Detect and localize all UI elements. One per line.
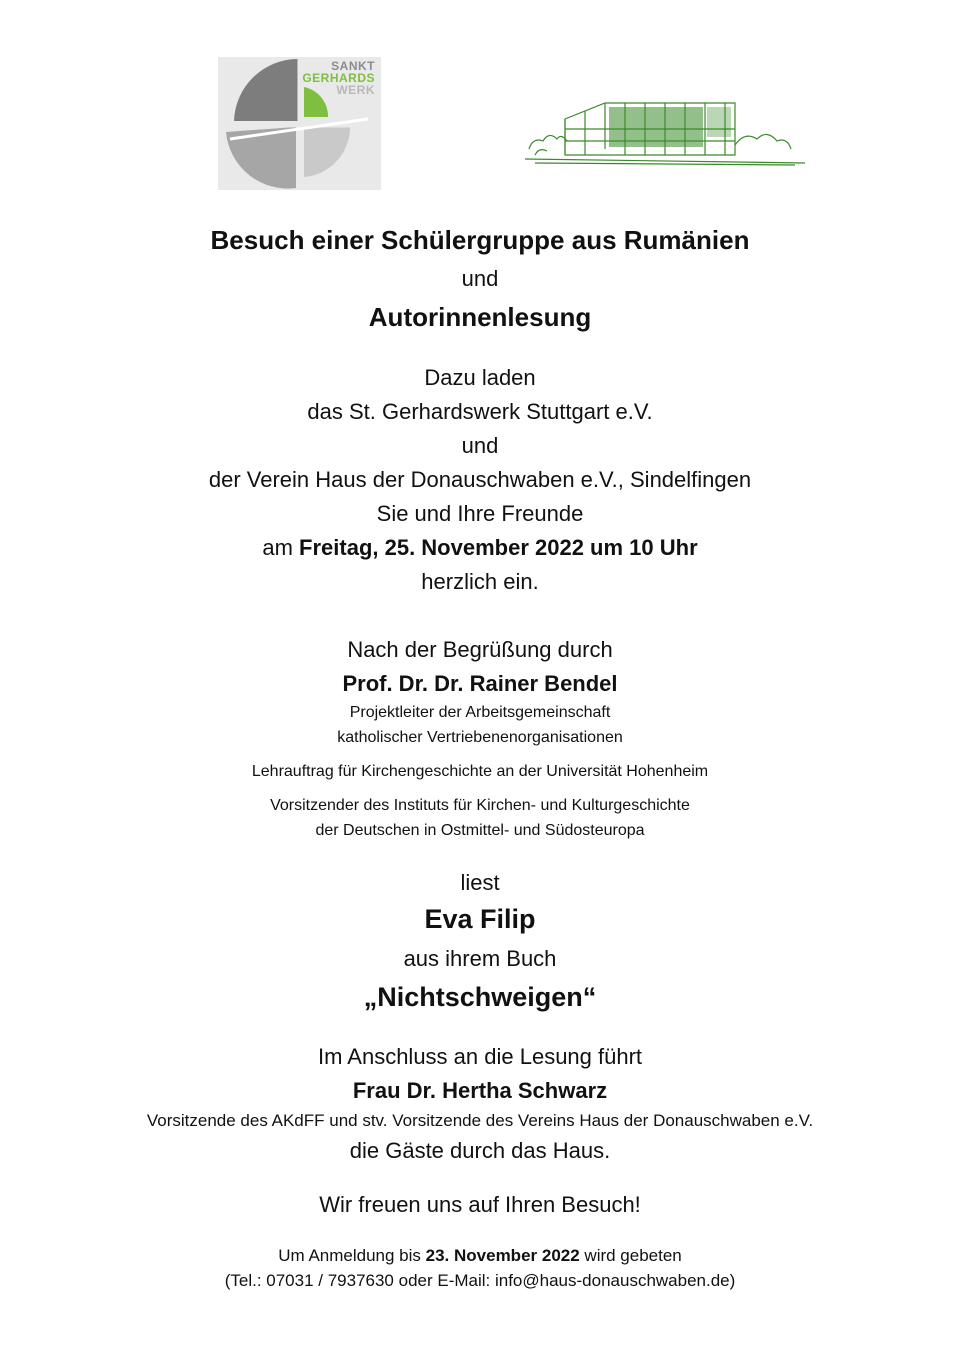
speaker-role-3b: der Deutschen in Ostmittel- und Südosteuropa xyxy=(315,822,645,839)
tour-outro: die Gäste durch das Haus. xyxy=(349,1138,611,1163)
invite-line-5: Sie und Ihre Freunde xyxy=(376,501,584,526)
date-prefix: am xyxy=(262,535,300,560)
book-title: „Nichtschweigen“ xyxy=(363,982,597,1012)
invite-line-4: der Verein Haus der Donauschwaben e.V., Sindelfingen xyxy=(208,467,752,492)
event-date-line xyxy=(0,535,960,561)
welcome-text: Wir freuen uns auf Ihren Besuch! xyxy=(319,1192,641,1217)
invite-line-7: herzlich ein. xyxy=(421,569,539,594)
event-title: Besuch einer Schülergruppe aus Rumänien xyxy=(210,225,750,255)
from-book-text: aus ihrem Buch xyxy=(403,946,557,971)
greeting-intro: Nach der Begrüßung durch xyxy=(347,637,613,662)
registration-suffix: wird gebeten xyxy=(579,1246,682,1265)
and-text-1: und xyxy=(461,266,499,291)
invite-line-3: und xyxy=(461,433,499,458)
speaker-name: Prof. Dr. Dr. Rainer Bendel xyxy=(342,671,618,696)
invite-line-2: das St. Gerhardswerk Stuttgart e.V. xyxy=(307,399,653,424)
speaker-role-1a: Projektleiter der Arbeitsgemeinschaft xyxy=(349,704,611,721)
author-name: Eva Filip xyxy=(424,904,536,934)
speaker-role-2: Lehrauftrag für Kirchengeschichte an der Universität Hohenheim xyxy=(251,763,709,780)
tour-guide-role: Vorsitzende des AKdFF und stv. Vorsitzende des Vereins Haus der Donauschwaben e.V. xyxy=(146,1111,814,1130)
haus-der-donauschwaben-building-icon xyxy=(525,85,805,167)
speaker-role-1b: katholischer Vertriebenenorganisationen xyxy=(337,729,623,746)
invite-line-1: Dazu laden xyxy=(424,365,536,390)
event-date: Freitag, 25. November 2022 um 10 Uhr xyxy=(299,535,698,560)
registration-line xyxy=(0,1246,960,1266)
logo-text-sankt: SANKT xyxy=(331,59,375,73)
tour-guide-name: Frau Dr. Hertha Schwarz xyxy=(352,1078,608,1103)
contact-line: (Tel.: 07031 / 7937630 oder E-Mail: info@haus-donauschwaben.de) xyxy=(224,1271,736,1290)
speaker-role-3a: Vorsitzender des Instituts für Kirchen- und Kulturgeschichte xyxy=(270,797,690,814)
registration-prefix: Um Anmeldung bis xyxy=(278,1246,426,1265)
reads-text: liest xyxy=(460,870,500,895)
logo-text-gerhards: GERHARDS xyxy=(302,71,375,85)
logo-text-werk: WERK xyxy=(336,83,375,97)
sankt-gerhardswerk-logo xyxy=(218,57,381,190)
event-subtitle: Autorinnenlesung xyxy=(368,302,592,332)
registration-date: 23. November 2022 xyxy=(425,1246,580,1265)
tour-intro: Im Anschluss an die Lesung führt xyxy=(317,1044,643,1069)
